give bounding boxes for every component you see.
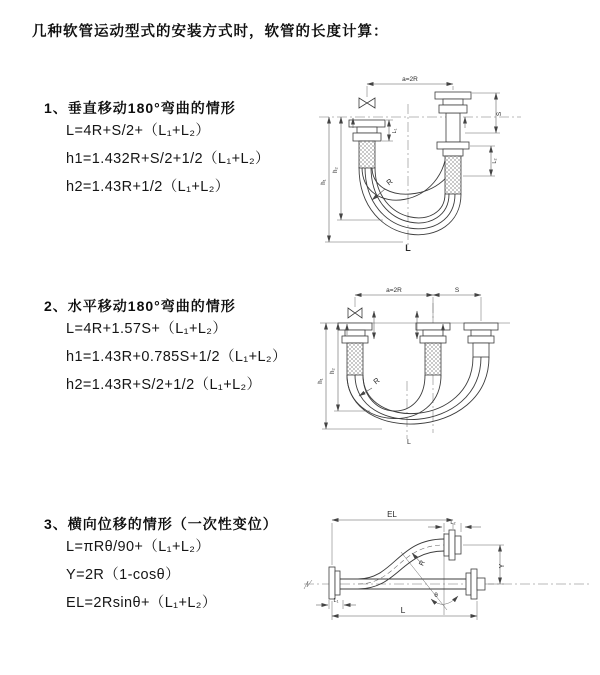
dim-label-span: a=2R	[402, 76, 418, 83]
middle-flange-fitting	[416, 323, 450, 375]
formula-line: h2=1.43R+S/2+1/2（L₁+L₂）	[66, 377, 262, 393]
dim-label-radius: R	[418, 559, 427, 568]
formula-line: L=4R+S/2+（L₁+L₂）	[66, 123, 211, 139]
dim-label-radius: R	[371, 375, 382, 387]
dim-label-travel: S	[496, 111, 503, 117]
formula-line: L=4R+1.57S+（L₁+L₂）	[66, 321, 228, 337]
section-number: 1、	[44, 100, 68, 116]
dim-label-fit-left: L₁	[333, 598, 339, 604]
formula-line: Y=2R（1-cosθ）	[66, 567, 180, 583]
section-lateral-displacement	[44, 515, 278, 617]
valve-icon	[348, 308, 362, 318]
left-flange-fitting	[349, 120, 385, 168]
dim-label-radius: R	[384, 176, 395, 188]
section-heading	[44, 515, 278, 533]
diagram-vertical-180-bend	[313, 70, 588, 255]
pipe-break-symbol	[304, 580, 312, 589]
section-heading	[44, 297, 287, 315]
dim-label-offset: Y	[499, 563, 506, 569]
section-title: 横向位移的情形（一次性变位）	[67, 516, 278, 532]
s-curve-hose	[358, 539, 444, 589]
braided-hose-section	[425, 343, 441, 375]
braided-hose-section	[445, 156, 461, 194]
dim-label-h1: h₁	[318, 378, 324, 384]
dimension-lines	[325, 84, 500, 242]
left-flange	[329, 567, 340, 599]
upper-flange-displaced	[444, 530, 461, 560]
page-title: 几种软管运动型式的安装方式时，软管的长度计算：	[32, 24, 389, 40]
formula-line: EL=2Rsinθ+（L₁+L₂）	[66, 595, 217, 611]
dim-label-length: L	[407, 439, 411, 446]
section-heading	[44, 99, 270, 117]
formula-line: h1=1.43R+0.785S+1/2（L₁+L₂）	[66, 349, 287, 365]
valve-icon	[359, 98, 375, 108]
section-number: 2、	[44, 298, 68, 314]
dim-label-fit-left: L₁	[392, 128, 398, 134]
section-vertical-movement	[44, 99, 270, 201]
dim-label-length: L	[405, 243, 411, 253]
diagram-lateral-displacement	[300, 503, 595, 648]
dim-label-angle: θ	[434, 592, 438, 599]
dimension-lines	[322, 295, 481, 429]
section-title: 垂直移动180°弯曲的情形	[67, 100, 236, 116]
formula-line: h1=1.432R+S/2+1/2（L₁+L₂）	[66, 151, 270, 167]
dim-label-h2: h₂	[330, 368, 336, 374]
dim-label-fit-right: L₂	[450, 520, 456, 526]
right-flange-fitting	[435, 92, 471, 194]
braided-hose-section	[347, 343, 363, 375]
formula-line: L=πRθ/90+（L₁+L₂）	[66, 539, 211, 555]
section-number: 3、	[44, 516, 68, 532]
section-title: 水平移动180°弯曲的情形	[67, 298, 236, 314]
left-flange-fitting	[338, 323, 372, 375]
braided-hose-section	[359, 141, 375, 168]
dim-label-fit-right: L₂	[492, 158, 498, 164]
dim-label-h1: h₁	[321, 179, 327, 185]
dim-label-span: a=2R	[386, 287, 402, 294]
dim-label-h2: h₂	[333, 167, 339, 173]
right-flange-fitting	[464, 323, 498, 357]
dim-label-length: L	[400, 605, 406, 615]
section-horizontal-movement	[44, 297, 287, 399]
dim-label-travel: S	[454, 287, 460, 294]
diagram-horizontal-180-bend	[312, 283, 597, 448]
right-flange-original	[466, 569, 485, 599]
radius-construction-line	[401, 552, 447, 610]
formula-line: h2=1.43R+1/2（L₁+L₂）	[66, 179, 230, 195]
dim-label-el: EL	[387, 510, 397, 519]
